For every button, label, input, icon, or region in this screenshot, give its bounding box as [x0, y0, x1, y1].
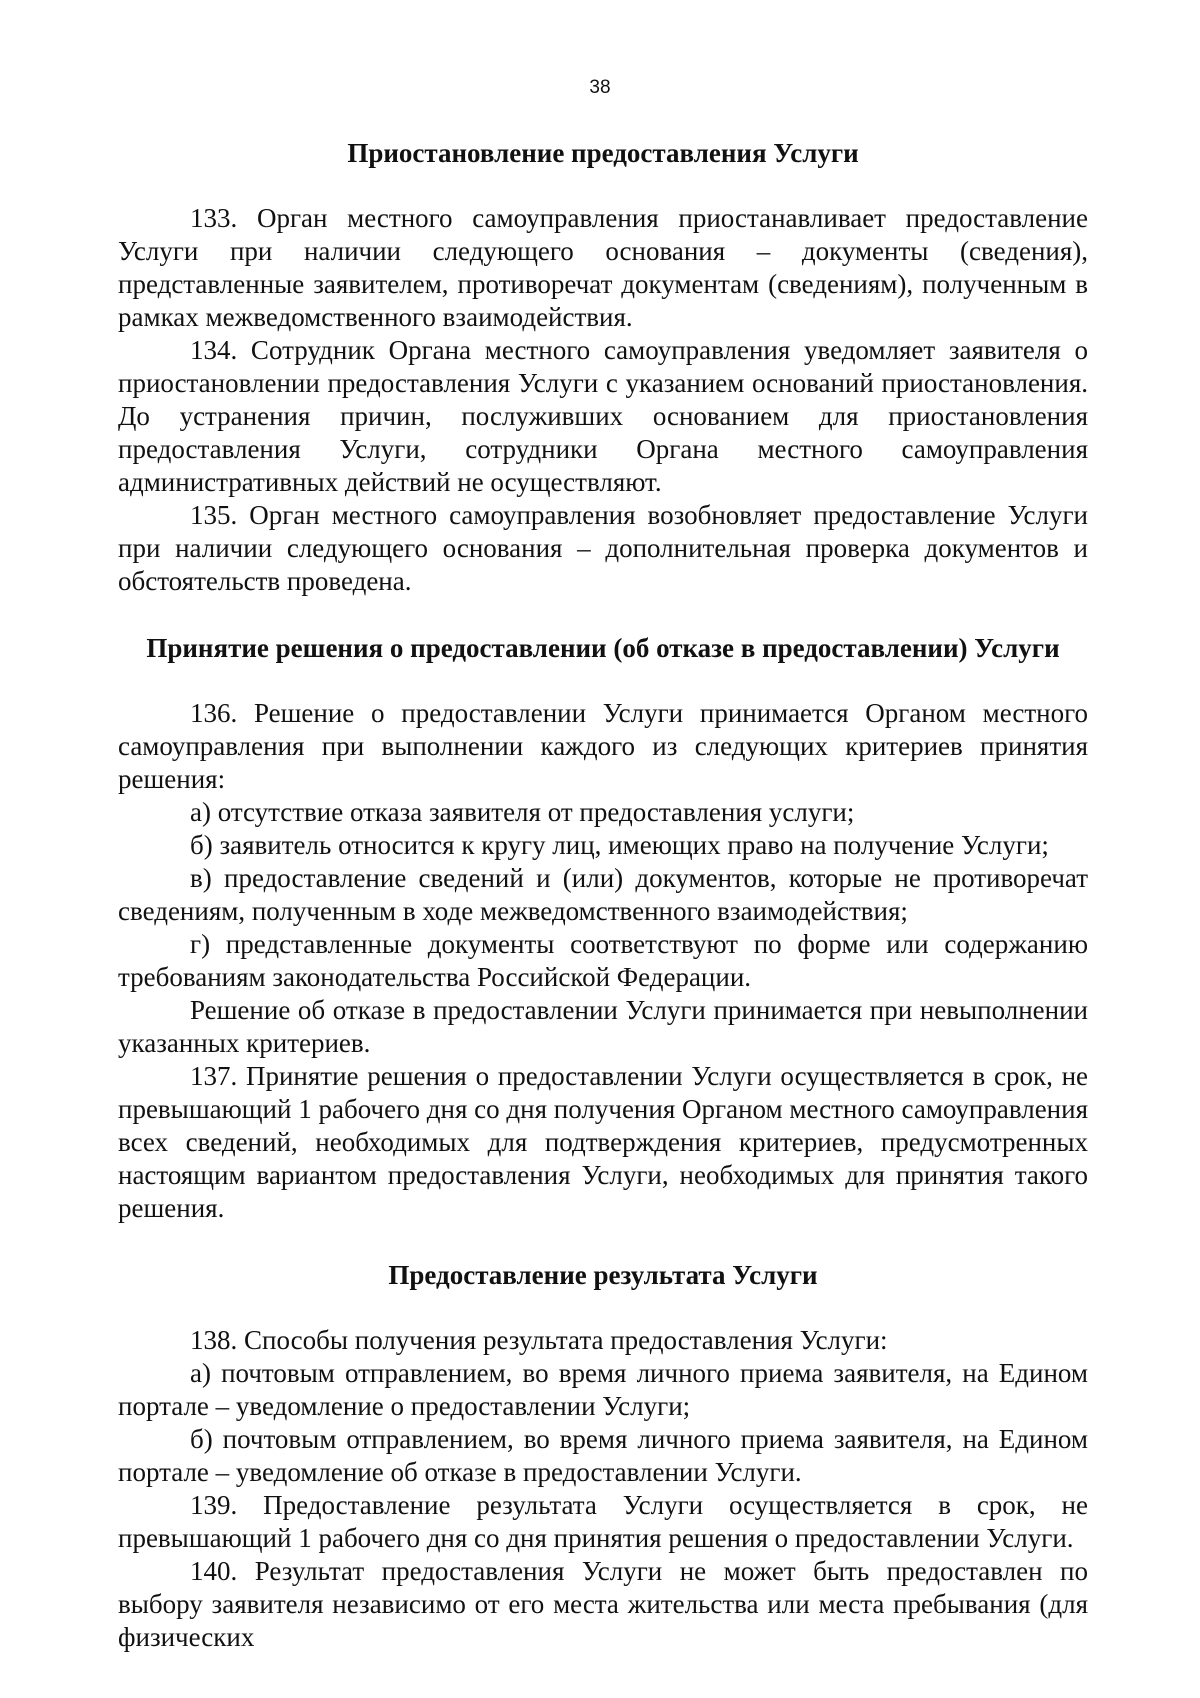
section-heading: Принятие решения о предоставлении (об отказе в предоставлении) Услуги [146, 633, 1060, 663]
list-item: б) заявитель относится к кругу лиц, имеющих право на получение Услуги; [190, 830, 1049, 860]
paragraph: 140. Результат предоставления Услуги не может быть предоставлен по выбору заявителя независимо от его места жительства или места пребывания (для физических [118, 1556, 1088, 1652]
section-suspension [118, 137, 1088, 598]
paragraph: 138. Способы получения результата предоставления Услуги: [190, 1325, 888, 1355]
paragraph: 133. Орган местного самоуправления приостанавливает предоставление Услуги при наличии следующего основания – документы (сведения), представленные заявителем, противоречат документам (сведениям), полученным в рамках межведомственного взаимодействия. [118, 203, 1088, 332]
list-item: г) представленные документы соответствуют по форме или содержанию требованиям законодательства Российской Федерации. [118, 929, 1088, 992]
section-body [118, 1324, 1088, 1654]
paragraph: Решение об отказе в предоставлении Услуги принимается при невыполнении указанных критериев. [118, 995, 1088, 1058]
section-body [118, 697, 1088, 1225]
section-heading: Предоставление результата Услуги [388, 1260, 818, 1290]
paragraph: 135. Орган местного самоуправления возобновляет предоставление Услуги при наличии следующего основания – дополнительная проверка документов и обстоятельств проведена. [118, 500, 1088, 596]
document-content [118, 137, 1088, 1654]
section-decision [118, 632, 1088, 1225]
paragraph: 139. Предоставление результата Услуги осуществляется в срок, не превышающий 1 рабочего дня со дня принятия решения о предоставлении Услуги. [118, 1490, 1088, 1553]
paragraph: 134. Сотрудник Органа местного самоуправления уведомляет заявителя о приостановлении предоставления Услуги с указанием оснований приостановления. До устранения причин, послуживших основанием для приостановления предоставления Услуги, сотрудники Органа местного самоуправления административных действий не осуществляют. [118, 335, 1088, 497]
section-heading: Приостановление предоставления Услуги [347, 138, 859, 168]
paragraph: 136. Решение о предоставлении Услуги принимается Органом местного самоуправления при выполнении каждого из следующих критериев принятия решения: [118, 698, 1088, 794]
list-item: в) предоставление сведений и (или) документов, которые не противоречат сведениям, полученным в ходе межведомственного взаимодействия; [118, 863, 1088, 926]
page-number: 38 [589, 77, 611, 98]
paragraph: 137. Принятие решения о предоставлении Услуги осуществляется в срок, не превышающий 1 рабочего дня со дня получения Органом местного самоуправления всех сведений, необходимых для подтверждения критериев, предусмотренных настоящим вариантом предоставления Услуги, необходимых для принятия такого решения. [118, 1061, 1088, 1223]
list-item: а) почтовым отправлением, во время личного приема заявителя, на Едином портале – уведомление о предоставлении Услуги; [118, 1358, 1088, 1421]
list-item: б) почтовым отправлением, во время личного приема заявителя, на Едином портале – уведомление об отказе в предоставлении Услуги. [118, 1424, 1088, 1487]
section-body [118, 202, 1088, 598]
list-item: а) отсутствие отказа заявителя от предоставления услуги; [190, 797, 855, 827]
section-result [118, 1259, 1088, 1654]
